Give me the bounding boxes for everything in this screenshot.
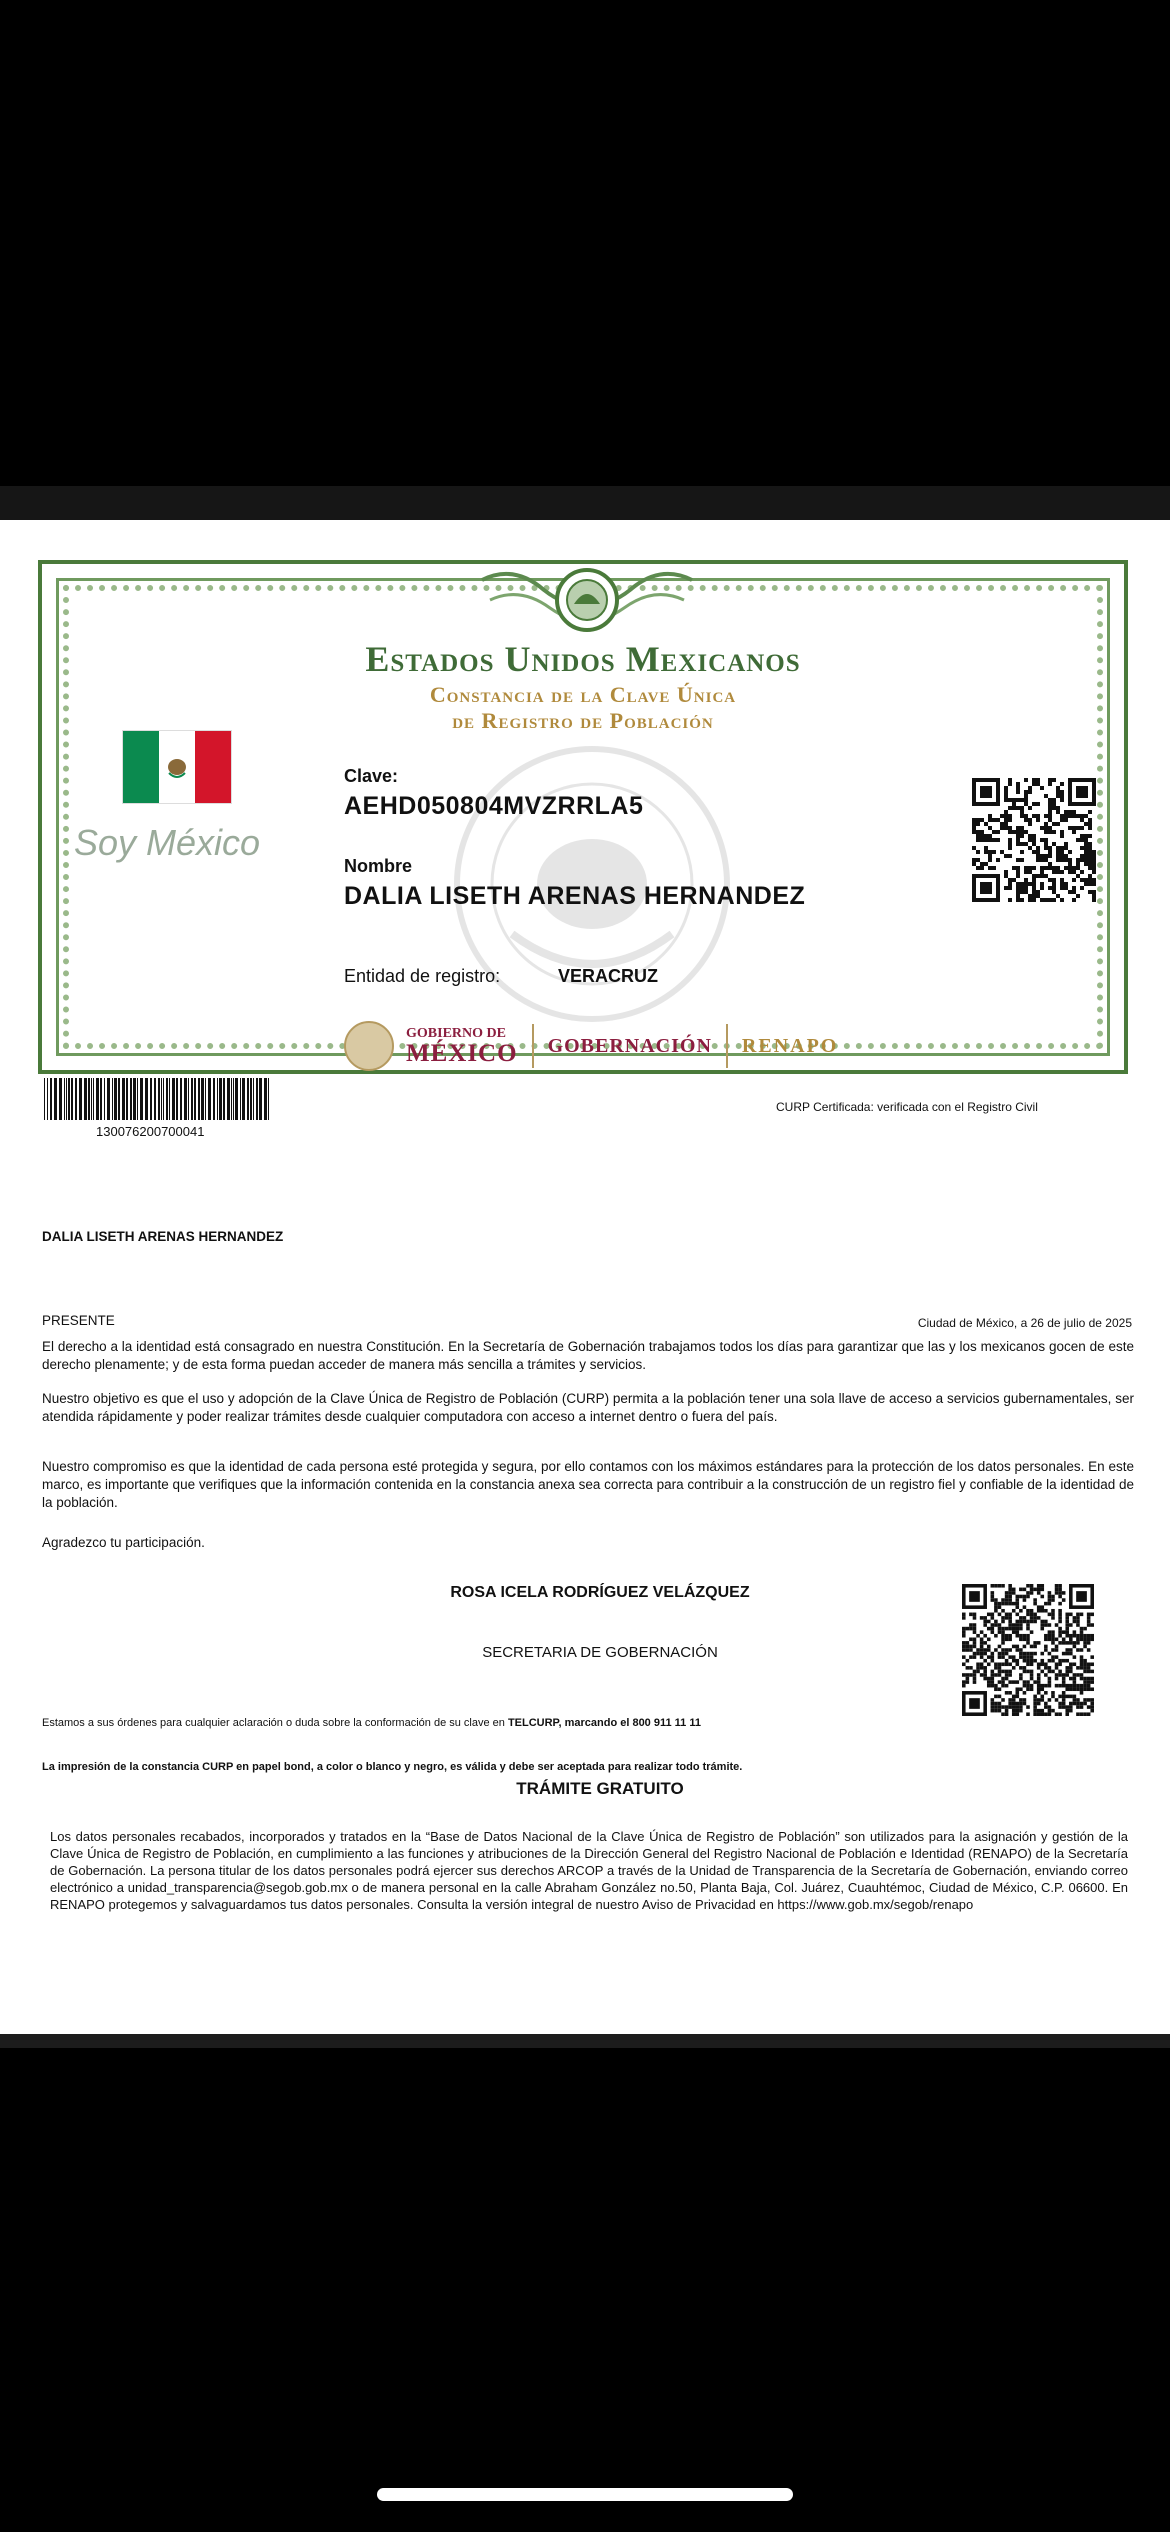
nombre-label: Nombre: [344, 856, 413, 876]
letter-paragraph-3: Nuestro compromiso es que la identidad de cada persona esté protegida y segura, por ello contamos con los máximos estándares para la protección de los datos personales. En este marco, es importante que verifiques que la información contenida en la constancia anexa sea correcta para contribuir a la construcción de un registro fiel y confiable de la identidad de la población.: [42, 1459, 1134, 1510]
clave-label: Clave:: [344, 766, 399, 786]
logo-gobernacion: GOBERNACIÓN: [547, 1034, 712, 1057]
qr-code-icon: [962, 1584, 1094, 1716]
privacy-notice: Los datos personales recabados, incorporados y tratados en la “Base de Datos Nacional de la Clave Única de Registro de Población” son utilizados para la asignación y gestión de la Clave Única de Registro de Población, en cumplimiento a las funciones y atribuciones de la Dirección General del Registro Nacional de Población e Identidad (RENAPO) de la Secretaría de Gobernación. La persona titular de los datos personales podrá ejercer sus derechos ARCOP a través de la Unidad de Transparencia de la Secretaría de Gobernación, enviando correo electrónico a unidad_transparencia@segob.gob.mx o de manera personal en la calle Abraham González no.50, Planta Baja, Col. Juárez, Cuauhtémoc, Ciudad de México, C.P. 06600. En RENAPO protegemos y salvaguardamos tus datos personales. Consulta la versión integral de nuestro Aviso de Privacidad en https://www.gob.mx/segob/renapo: [50, 1829, 1128, 1912]
gobierno-seal-icon: [344, 1021, 394, 1071]
document-title: Estados Unidos Mexicanos: [365, 639, 801, 679]
national-crest-icon: [474, 560, 700, 642]
entidad-value: VERACRUZ: [558, 966, 659, 986]
letter-addressee: DALIA LISETH ARENAS HERNANDEZ: [42, 1229, 284, 1244]
curp-certificate: [38, 560, 1128, 1074]
tramite-gratuito: TRÁMITE GRATUITO: [516, 1779, 684, 1798]
document-subtitle-1: Constancia de la Clave Única: [429, 682, 737, 707]
letter-paragraph-1: El derecho a la identidad está consagrado en nuestra Constitución. En la Secretaría de Gobernación trabajamos todos los días para garantizar que las y los mexicanos gocen de este derecho plenamente; y de esta forma puedan acceder de manera más sencilla a trámites y servicios.: [42, 1339, 1134, 1372]
document-subtitle-2: de Registro de Población: [452, 708, 714, 733]
clave-value: AEHD050804MVZRRLA5: [344, 792, 644, 820]
signer-title: SECRETARIA DE GOBERNACIÓN: [482, 1644, 718, 1661]
document-page: [0, 520, 1170, 2034]
logo-gobierno-big: MÉXICO: [406, 1039, 518, 1067]
letter-place-date: Ciudad de México, a 26 de julio de 2025: [917, 1316, 1132, 1330]
nombre-value: DALIA LISETH ARENAS HERNANDEZ: [344, 882, 806, 910]
contact-text: Estamos a sus órdenes para cualquier aclaración o duda sobre la conformación de su clave en: [42, 1717, 505, 1729]
soy-mexico-label: Soy México: [74, 822, 261, 863]
barcode-icon: [44, 1078, 272, 1120]
print-note: La impresión de la constancia CURP en papel bond, a color o blanco y negro, es válida y debe ser aceptada para realizar todo trámite.: [42, 1761, 743, 1773]
qr-code-icon: [972, 778, 1096, 902]
top-dark-bar: [0, 486, 1170, 520]
home-indicator[interactable]: [377, 2488, 793, 2501]
letter-thanks: Agradezco tu participación.: [42, 1535, 205, 1550]
signer-name: ROSA ICELA RODRÍGUEZ VELÁZQUEZ: [450, 1584, 750, 1601]
entidad-label: Entidad de registro:: [344, 966, 501, 986]
letter-paragraph-2: Nuestro objetivo es que el uso y adopción de la Clave Única de Registro de Población (CURP) permita a la población tener una sola llave de acceso a servicios gubernamentales, ser atendida rápidamente y poder realizar trámites desde cualquier computadora con acceso a internet dentro o fuera del país.: [42, 1391, 1134, 1424]
letter-presente: PRESENTE: [42, 1313, 115, 1328]
contact-line: [42, 1714, 701, 1732]
logo-gobierno-small: GOBIERNO DE: [406, 1025, 506, 1041]
logo-renapo: RENAPO: [741, 1034, 839, 1057]
mexico-flag-icon: [122, 730, 232, 804]
government-logos: [344, 1020, 838, 1072]
contact-telcurp: TELCURP, marcando el 800 911 11 11: [507, 1717, 701, 1729]
bottom-dark-bar: [0, 2034, 1170, 2048]
barcode-number: 130076200700041: [96, 1124, 205, 1139]
curp-certified-note: CURP Certificada: verificada con el Registro Civil: [776, 1100, 1038, 1114]
